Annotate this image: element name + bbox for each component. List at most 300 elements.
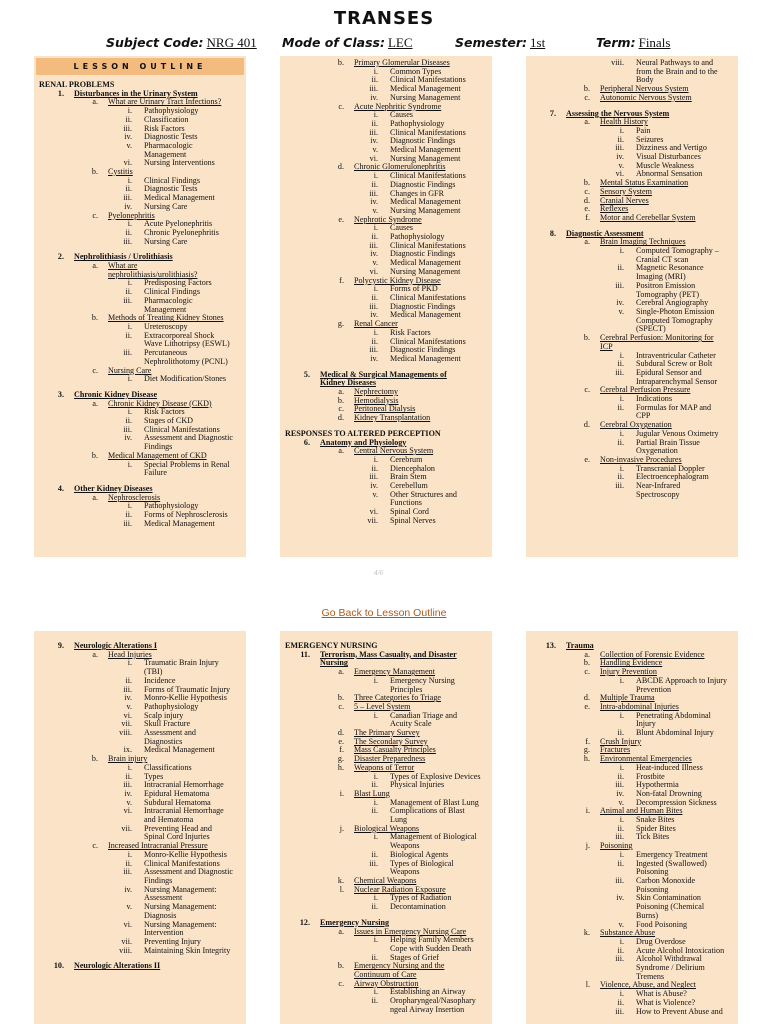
outline-item-text[interactable]: Central Nervous System xyxy=(354,446,434,456)
outline-item-number: c. xyxy=(584,667,590,677)
outline-item-number: k. xyxy=(583,928,590,938)
outline-item-text: Monro-Kellie Hypothesis xyxy=(144,849,227,859)
outline-item-text[interactable]: Medical & Surgical Managements of xyxy=(320,369,447,379)
outline-item[interactable] xyxy=(526,755,738,764)
outline-item xyxy=(34,279,246,288)
page-marker: 4/6 xyxy=(374,569,383,577)
outline-item-text[interactable]: Kidney Diseases xyxy=(320,378,376,388)
outline-item xyxy=(280,111,492,120)
outline-item-text[interactable]: Poisoning xyxy=(600,841,633,851)
outline-column-1-items xyxy=(34,81,246,528)
outline-item-text: Oropharyngeal/Nasophary xyxy=(390,996,476,1006)
outline-item-number: h. xyxy=(583,754,590,764)
outline-item-text: Drug Overdose xyxy=(636,936,686,946)
outline-item-number: iii. xyxy=(123,123,132,133)
outline-item xyxy=(34,921,246,930)
outline-item-text[interactable]: Issues in Emergency Nursing Care xyxy=(354,926,467,936)
outline-item-number: i. xyxy=(339,788,344,798)
outline-item-number: c. xyxy=(338,978,344,988)
outline-item-text[interactable]: Assessing the Nervous System xyxy=(566,108,670,118)
outline-item xyxy=(34,903,246,912)
outline-item xyxy=(280,85,492,94)
outline-item-text[interactable]: Blast Lung xyxy=(354,788,390,798)
outline-item-text: Nephrolithotomy (PCNL) xyxy=(144,356,228,366)
outline-item-text[interactable]: ICP xyxy=(600,341,613,351)
outline-item-text[interactable]: Three Categories fo Triage xyxy=(354,693,441,703)
outline-item-number: viii. xyxy=(119,945,132,955)
outline-item-text: Pharmacologic xyxy=(144,295,193,305)
outline-item-text[interactable]: Brain Imaging Techniques xyxy=(600,237,686,247)
outline-item-number: iv. xyxy=(616,152,624,162)
outline-item-number: i. xyxy=(373,171,378,181)
outline-item xyxy=(34,886,246,895)
outline-item-number: iv. xyxy=(370,353,378,363)
outline-item xyxy=(526,947,738,956)
outline-item xyxy=(34,297,246,306)
outline-item-text[interactable]: Nursing Care xyxy=(108,365,152,375)
outline-item-text: Wave Lithotripsy (ESWL) xyxy=(144,339,230,349)
lesson-outline-heading: LESSON OUTLINE xyxy=(36,58,244,75)
outline-item-text[interactable]: Brain injury xyxy=(108,754,148,764)
outline-item-text[interactable]: Peripheral Nervous System xyxy=(600,84,689,94)
outline-item-text[interactable]: Primary Glomerular Diseases xyxy=(354,58,450,67)
outline-item-number: 8. xyxy=(549,228,556,238)
outline-item[interactable] xyxy=(34,962,246,971)
outline-item-text[interactable]: Mental Status Examination xyxy=(600,178,689,188)
outline-item-number: viii. xyxy=(119,728,132,738)
outline-item-text[interactable]: Renal Cancer xyxy=(354,319,398,329)
outline-item xyxy=(526,868,738,877)
outline-item[interactable] xyxy=(526,214,738,223)
outline-item[interactable] xyxy=(526,456,738,465)
outline-item-text[interactable]: Chronic Glomerulonephritis xyxy=(354,162,446,172)
outline-item-text[interactable]: Terrorism, Mass Casualty, and Disaster xyxy=(320,649,457,659)
outline-item-number: ii. xyxy=(125,114,132,124)
outline-item-number: iii. xyxy=(123,424,132,434)
outline-item-number: ii. xyxy=(617,472,624,482)
outline-item-text: Functions xyxy=(390,498,422,508)
outline-item[interactable] xyxy=(280,703,492,712)
outline-item-text[interactable]: Health History xyxy=(600,117,648,127)
outline-item-text: Nursing Management: xyxy=(144,884,217,894)
go-back-link[interactable]: Go Back to Lesson Outline xyxy=(321,607,447,619)
outline-item[interactable] xyxy=(526,929,738,938)
outline-item-number: iv. xyxy=(370,310,378,320)
outline-item-text: from the Brain and to the xyxy=(636,66,718,76)
outline-item-text[interactable]: Nephrosclerosis xyxy=(108,492,161,502)
outline-item-text: Medical Management xyxy=(390,353,461,363)
outline-item xyxy=(280,181,492,190)
outline-item-text: Physical Injuries xyxy=(390,780,445,790)
outline-item[interactable] xyxy=(526,807,738,816)
outline-item-text[interactable]: Handling Evidence xyxy=(600,658,663,668)
outline-item-text[interactable]: Nephrotic Syndrome xyxy=(354,214,422,224)
outline-item-number: ii. xyxy=(125,771,132,781)
outline-item[interactable] xyxy=(34,314,246,323)
outline-item-text: Risk Factors xyxy=(144,123,185,133)
outline-item-text: Diagnostic Findings xyxy=(390,301,456,311)
outline-item xyxy=(34,729,246,738)
outline-item-text[interactable]: Medical Management of CKD xyxy=(108,450,207,460)
outline-item-text[interactable]: Other Kidney Diseases xyxy=(74,483,153,493)
outline-item-text[interactable]: Diagnostic Assessment xyxy=(566,228,644,238)
outline-item-text: Nursing Management xyxy=(390,205,461,215)
outline-item-number: g. xyxy=(337,319,344,329)
outline-item-number: iii. xyxy=(615,367,624,377)
outline-item-text[interactable]: Hemodialysis xyxy=(354,395,399,405)
outline-item-text[interactable]: Emergency Nursing xyxy=(320,917,390,927)
outline-item-text: Oxygenation xyxy=(636,446,678,456)
semester-value: 1st xyxy=(530,35,546,50)
outline-item-text[interactable]: Acute Nephritic Syndrome xyxy=(354,101,442,111)
outline-item-text: Subdural Screw or Bolt xyxy=(636,359,713,369)
outline-item xyxy=(526,1008,738,1017)
outline-item-text: Incidence xyxy=(144,675,176,685)
outline-column-6-items xyxy=(526,631,738,1016)
outline-item-number: iv. xyxy=(124,433,132,443)
outline-item[interactable] xyxy=(280,447,492,456)
outline-item xyxy=(526,912,738,921)
outline-item-text: Forms of Nephrosclerosis xyxy=(144,510,228,520)
outline-item xyxy=(526,677,738,686)
outline-item-text: Poisoning xyxy=(636,867,669,877)
outline-item-text: Medical Management xyxy=(390,310,461,320)
mode-of-class xyxy=(282,35,413,51)
outline-item-text[interactable]: Disturbances in the Urinary System xyxy=(74,88,198,98)
outline-item-number: i. xyxy=(127,321,132,331)
outline-item xyxy=(280,677,492,686)
subject-code-value: NRG 401 xyxy=(206,35,257,50)
outline-item xyxy=(526,162,738,171)
outline-item-text: What is Abuse? xyxy=(636,989,687,999)
outline-item-number: vi. xyxy=(615,169,624,179)
outline-item-text: Muscle Weakness xyxy=(636,160,694,170)
outline-item xyxy=(280,712,492,721)
outline-item-text[interactable]: nephrolithiasis/urolithiasis? xyxy=(108,269,198,279)
outline-item-number: i. xyxy=(127,219,132,229)
outline-item-text[interactable]: Continuum of Care xyxy=(354,970,417,980)
outline-item-number: a. xyxy=(584,649,590,659)
outline-item-number: iii. xyxy=(615,1006,624,1016)
outline-item-text: Clinical Manifestations xyxy=(390,75,466,85)
outline-item-number: v. xyxy=(126,701,132,711)
outline-item-text: Nursing Care xyxy=(144,201,188,211)
outline-item-text[interactable]: Biological Weapons xyxy=(354,823,420,833)
outline-item[interactable] xyxy=(280,668,492,677)
outline-item-number: i. xyxy=(373,797,378,807)
mode-of-class-value: LEC xyxy=(387,35,413,50)
outline-item-text: Cerebellum xyxy=(390,481,428,491)
outline-item-number: ii. xyxy=(371,292,378,302)
outline-item-text[interactable]: Crush Injury xyxy=(600,736,642,746)
outline-item[interactable] xyxy=(280,371,492,380)
outline-item-number: b. xyxy=(337,395,344,405)
outline-item[interactable] xyxy=(34,271,246,280)
outline-item-number: ii. xyxy=(617,728,624,738)
outline-item-number: d. xyxy=(583,420,590,430)
outline-item-text[interactable]: Neurologic Alterations II xyxy=(74,961,161,971)
outline-item xyxy=(280,482,492,491)
outline-item-text[interactable]: Nephrolithiasis / Urolithiasis xyxy=(74,252,173,262)
outline-item-number: i. xyxy=(373,454,378,464)
outline-item-text: Cope with Sudden Death xyxy=(390,943,472,953)
outline-item-number: e. xyxy=(338,736,344,746)
outline-item-text: Common Types xyxy=(390,66,442,76)
outline-item-text[interactable]: Methods of Treating Kidney Stones xyxy=(108,313,224,323)
outline-item[interactable] xyxy=(280,216,492,225)
outline-item-number: b. xyxy=(583,658,590,668)
outline-item-text[interactable]: Neurologic Alterations I xyxy=(74,641,158,650)
outline-item-text: Pharmacologic xyxy=(144,140,193,150)
outline-item-text[interactable]: Emergency Management xyxy=(354,667,435,677)
outline-item-number: i. xyxy=(373,675,378,685)
outline-item-text: Management of Biological xyxy=(390,832,477,842)
outline-item-text: Other Structures and xyxy=(390,489,457,499)
outline-item-text[interactable]: What are xyxy=(108,261,138,271)
outline-item-text: Clinical Manifestations xyxy=(144,858,220,868)
outline-item-text: Poisoning (Chemical xyxy=(636,902,705,912)
outline-item[interactable] xyxy=(280,277,492,286)
outline-item-text[interactable]: Reflexes xyxy=(600,204,629,214)
outline-item-number: vii. xyxy=(121,823,132,833)
outline-item-number: ii. xyxy=(125,416,132,426)
outline-item-text[interactable]: Environmental Emergencies xyxy=(600,754,692,764)
outline-item-text: Special Problems in Renal xyxy=(144,459,230,469)
outline-item-text[interactable]: The Secondary Survey xyxy=(354,736,428,746)
outline-item-text[interactable]: Chronic Kidney Disease xyxy=(74,389,158,399)
outline-item-text: Blunt Abdominal Injury xyxy=(636,728,714,738)
outline-item xyxy=(34,520,246,529)
outline-item-text: Causes xyxy=(390,110,413,120)
outline-item xyxy=(526,860,738,869)
outline-item-number: iii. xyxy=(615,280,624,290)
outline-item-number: 4. xyxy=(57,483,64,493)
outline-item[interactable] xyxy=(526,334,738,343)
outline-item-text: Types xyxy=(144,771,164,781)
outline-item xyxy=(34,238,246,247)
outline-item xyxy=(34,107,246,116)
outline-item-text[interactable]: Cystitis xyxy=(108,167,133,177)
outline-item[interactable] xyxy=(34,212,246,221)
outline-item-text: Medical Management xyxy=(390,84,461,94)
outline-item-text: Magnetic Resonance xyxy=(636,263,704,273)
outline-item-number: i. xyxy=(619,350,624,360)
outline-item-number: c. xyxy=(92,210,98,220)
outline-item-text[interactable]: Increased Intracranial Pressure xyxy=(108,841,208,851)
outline-item-number: iii. xyxy=(123,348,132,358)
outline-item-text: Intracranial Hemorrhage xyxy=(144,806,224,816)
outline-item-number: c. xyxy=(584,385,590,395)
outline-item-text[interactable]: Anatomy and Physiology xyxy=(320,437,407,447)
outline-item-text: Ingested (Swallowed) xyxy=(636,858,707,868)
outline-item-text: Helping Family Members xyxy=(390,935,474,945)
outline-item-text[interactable]: Intra-abdominal Injuries xyxy=(600,701,679,711)
outline-item-text[interactable]: Motor and Cerebellar System xyxy=(600,212,696,222)
outline-item-text: Medical Management xyxy=(144,193,215,203)
outline-item-number: i. xyxy=(373,832,378,842)
outline-item-number: i. xyxy=(619,762,624,772)
outline-item-number: i. xyxy=(127,278,132,288)
outline-item-text: Findings xyxy=(144,875,173,885)
outline-item[interactable] xyxy=(526,94,738,103)
outline-item[interactable] xyxy=(34,755,246,764)
outline-item-text: Pathophysiology xyxy=(144,501,199,511)
outline-item-text[interactable]: Airway Obstruction xyxy=(354,978,419,988)
outline-item[interactable] xyxy=(526,981,738,990)
outline-item[interactable] xyxy=(280,320,492,329)
outline-item-text[interactable]: Multiple Trauma xyxy=(600,693,655,703)
outline-item-text[interactable]: Nuclear Radiation Exposure xyxy=(354,884,446,894)
outline-item xyxy=(280,508,492,517)
outline-item-text: Weapons xyxy=(390,867,420,877)
outline-item[interactable] xyxy=(34,98,246,107)
outline-item-text: and Hematoma xyxy=(144,815,194,825)
outline-item[interactable] xyxy=(526,738,738,747)
outline-item xyxy=(526,886,738,895)
outline-item[interactable] xyxy=(34,253,246,262)
outline-item-text[interactable]: Non-invasive Procedures xyxy=(600,454,682,464)
outline-item-text: Pathophysiology xyxy=(144,701,199,711)
outline-item-text: Computed Tomography xyxy=(636,315,713,325)
outline-item[interactable] xyxy=(280,886,492,895)
outline-item-text[interactable]: Violence, Abuse, and Neglect xyxy=(600,980,696,990)
outline-item-text[interactable]: Nursing xyxy=(320,658,348,668)
outline-item-number: c. xyxy=(584,92,590,102)
outline-item-text: Food Poisoning xyxy=(636,919,688,929)
outline-item[interactable] xyxy=(34,400,246,409)
outline-item-text: Clinical Manifestations xyxy=(390,292,466,302)
outline-item-text: Chronic Pyelonephritis xyxy=(144,227,219,237)
outline-item xyxy=(34,116,246,125)
outline-item-number: 13. xyxy=(545,641,556,650)
term-label: Term: xyxy=(596,35,636,50)
outline-item-text: Jugular Venous Oximetry xyxy=(636,428,719,438)
outline-item-text[interactable]: Chronic Kidney Disease (CKD) xyxy=(108,398,212,408)
outline-item-number: ii. xyxy=(371,232,378,242)
outline-item-text[interactable]: Nephrectomy xyxy=(354,387,399,397)
outline-item-text[interactable]: Collection of Forensic Evidence xyxy=(600,649,705,659)
outline-item-text: Seizures xyxy=(636,134,664,144)
outline-item-text[interactable]: Polycystic Kidney Disease xyxy=(354,275,441,285)
outline-item[interactable] xyxy=(280,414,492,423)
outline-item-number: a. xyxy=(92,398,98,408)
outline-item-text[interactable]: The Primary Survey xyxy=(354,728,420,738)
outline-item-text[interactable]: Chemical Weapons xyxy=(354,875,417,885)
outline-item-text: Pathophysiology xyxy=(144,106,199,116)
outline-item-number: ii. xyxy=(371,902,378,912)
outline-item-number: iv. xyxy=(616,893,624,903)
outline-item-text[interactable]: Cerebral Oxygenation xyxy=(600,420,672,430)
outline-item-text: Poisoning xyxy=(636,884,669,894)
outline-item xyxy=(34,323,246,332)
outline-item-text: Positron Emission xyxy=(636,280,696,290)
outline-item-text[interactable]: Cerebral Perfusion: Monitoring for xyxy=(600,333,714,343)
outline-item[interactable] xyxy=(526,386,738,395)
outline-item[interactable] xyxy=(280,59,492,68)
outline-item xyxy=(34,340,246,349)
outline-item-text: Tick Bites xyxy=(636,832,670,842)
outline-item-text[interactable]: Pyelonephritis xyxy=(108,210,155,220)
outline-item-text[interactable]: Fractures xyxy=(600,745,631,755)
outline-item-number: v. xyxy=(372,258,378,268)
outline-item-text: Intraparenchymal Sensor xyxy=(636,376,718,386)
outline-item-text: EMERGENCY NURSING xyxy=(285,641,378,650)
outline-item-text[interactable]: Kidney Transplantation xyxy=(354,413,431,423)
outline-item-text[interactable]: Mass Casualty Principles xyxy=(354,745,436,755)
outline-item xyxy=(34,868,246,877)
outline-item[interactable] xyxy=(526,118,738,127)
outline-item-text[interactable]: Substance Abuse xyxy=(600,928,656,938)
outline-item-number: iii. xyxy=(123,867,132,877)
outline-item-number: iii. xyxy=(123,295,132,305)
outline-item-number: 2. xyxy=(57,252,64,262)
outline-item xyxy=(280,198,492,207)
outline-item[interactable] xyxy=(280,103,492,112)
outline-item-text[interactable]: Animal and Human Bites xyxy=(600,806,683,816)
outline-item-text: Diagnostic Tests xyxy=(144,132,198,142)
outline-item[interactable] xyxy=(280,651,492,660)
outline-item-text: Spider Bites xyxy=(636,823,676,833)
outline-item xyxy=(280,355,492,364)
outline-item-text: Ureteroscopy xyxy=(144,321,188,331)
outline-item-text: (SPECT) xyxy=(636,324,666,334)
outline-column-2-items xyxy=(280,56,492,526)
outline-item xyxy=(526,273,738,282)
outline-item-number: ii. xyxy=(617,437,624,447)
outline-item-text[interactable]: Emergency Nursing and the xyxy=(354,961,445,971)
outline-item-text: Visual Disturbances xyxy=(636,152,701,162)
outline-item-text[interactable]: Trauma xyxy=(566,641,594,650)
outline-item-text[interactable]: Peritoneal Dialysis xyxy=(354,404,416,414)
outline-item-text[interactable]: Cerebral Perfusion Pressure xyxy=(600,385,691,395)
outline-item-text: Nursing Management: xyxy=(144,902,217,912)
outline-item-text[interactable]: 5 – Level System xyxy=(354,701,411,711)
outline-item-number: a. xyxy=(584,117,590,127)
outline-item xyxy=(526,712,738,721)
outline-item-text[interactable]: Injury Prevention xyxy=(600,667,657,677)
outline-item-number: f. xyxy=(585,212,590,222)
outline-item-text[interactable]: Head Injuries xyxy=(108,649,152,659)
outline-item-number: i. xyxy=(619,815,624,825)
outline-column-3-items xyxy=(526,56,738,499)
outline-item-text: Management xyxy=(144,149,187,159)
outline-item-text[interactable]: Sensory System xyxy=(600,186,652,196)
outline-item-text[interactable]: Autonomic Nervous System xyxy=(600,92,692,102)
outline-item[interactable] xyxy=(34,168,246,177)
outline-item xyxy=(280,242,492,251)
outline-item-text: Forms of Traumatic Injury xyxy=(144,684,231,694)
outline-item-text: Intracranial Hemorrhage xyxy=(144,780,224,790)
outline-item[interactable] xyxy=(34,494,246,503)
outline-item xyxy=(526,360,738,369)
outline-item-text: Epidural Sensor and xyxy=(636,367,702,377)
outline-item-number: ii. xyxy=(617,359,624,369)
outline-item-number: v. xyxy=(372,489,378,499)
outline-item-text[interactable]: Disaster Preparedness xyxy=(354,754,426,764)
outline-item-text: Acute Alcohol Intoxication xyxy=(636,945,725,955)
outline-item[interactable] xyxy=(526,197,738,206)
outline-item xyxy=(280,473,492,482)
outline-item-text[interactable]: Cranial Nerves xyxy=(600,195,649,205)
outline-item-text[interactable]: What are Urinary Tract Infections? xyxy=(108,97,222,107)
outline-item-number: iii. xyxy=(123,193,132,203)
outline-item-number: c. xyxy=(584,186,590,196)
outline-item xyxy=(280,860,492,869)
outline-item-text: Cerebrum xyxy=(390,454,423,464)
outline-item-number: e. xyxy=(584,454,590,464)
outline-item-text[interactable]: Weapons of Terror xyxy=(354,762,415,772)
outline-item xyxy=(280,224,492,233)
